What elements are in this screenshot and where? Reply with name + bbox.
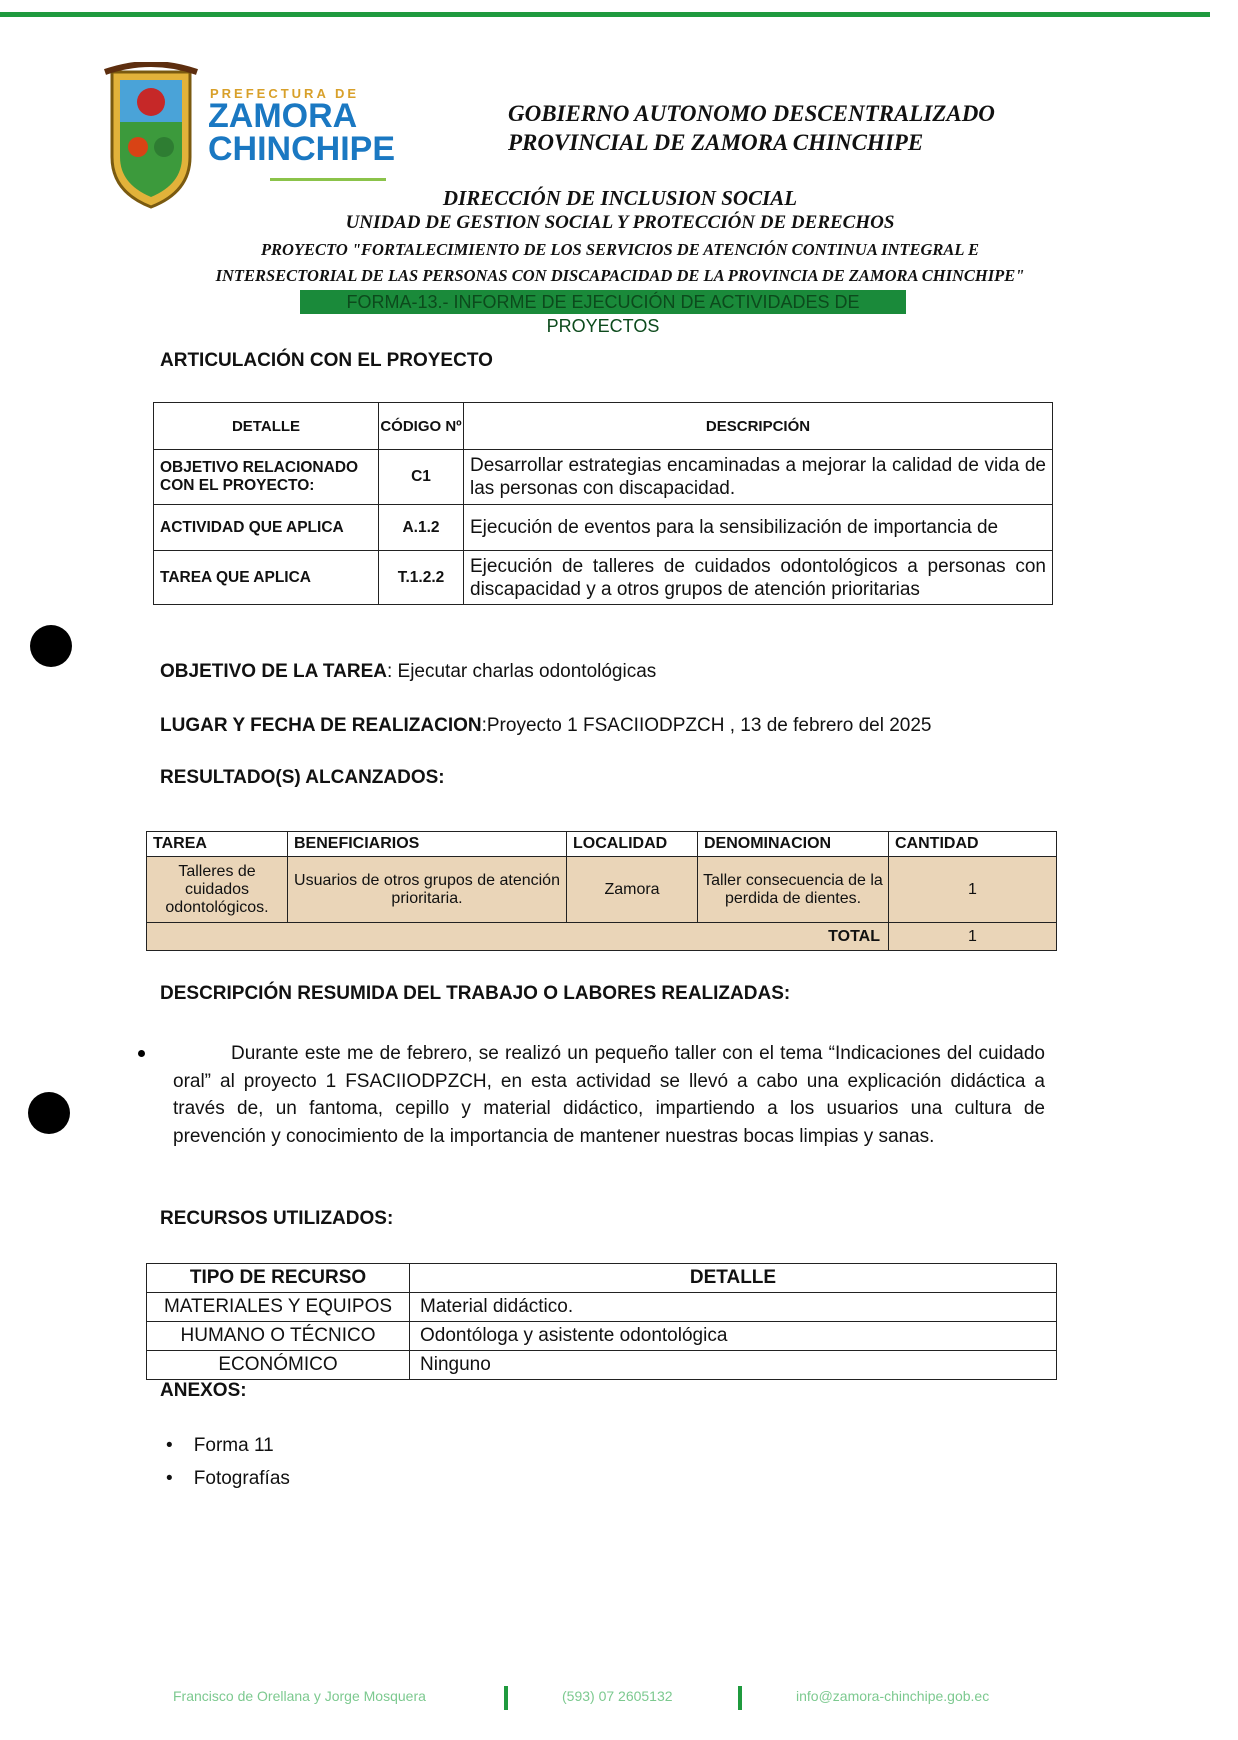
footer-phone: (593) 07 2605132 — [562, 1688, 673, 1704]
table-row: MATERIALES Y EQUIPOS Material didáctico. — [147, 1293, 1057, 1322]
table-row: Talleres de cuidados odontológicos. Usuarios de otros grupos de atención prioritaria. Zamora Taller consecuencia de la perdida de dientes. 1 — [147, 857, 1057, 923]
proyecto-heading: PROYECTO "FORTALECIMIENTO DE LOS SERVICIOS DE ATENCIÓN CONTINUA INTEGRAL E INTERSECTORIAL DE LAS PERSONAS CON DISCAPACIDAD DE LA PROVINCIA DE ZAMORA CHINCHIPE" — [215, 240, 1025, 285]
top-green-line — [0, 12, 1210, 17]
list-item: • Fotografías — [166, 1468, 290, 1489]
list-item: • Forma 11 — [166, 1435, 274, 1456]
logo-prefectura-text: PREFECTURA DE — [210, 86, 360, 101]
table-row: ECONÓMICO Ninguno — [147, 1351, 1057, 1380]
articulacion-title: ARTICULACIÓN CON EL PROYECTO — [160, 350, 493, 371]
footer-email: info@zamora-chinchipe.gob.ec — [796, 1688, 990, 1704]
table-row: TAREA QUE APLICA T.1.2.2 Ejecución de talleres de cuidados odontológicos a personas con discapacidad y a otros grupos de atención prioritarias — [154, 551, 1053, 605]
gobierno-title: GOBIERNO AUTONOMO DESCENTRALIZADO PROVINCIAL DE ZAMORA CHINCHIPE — [508, 101, 995, 155]
bullet — [138, 1050, 145, 1057]
punch-hole — [28, 1092, 70, 1134]
direccion-heading: DIRECCIÓN DE INCLUSION SOCIAL — [442, 186, 798, 210]
col-descripcion: DESCRIPCIÓN — [464, 403, 1053, 450]
anexos-title: ANEXOS: — [160, 1380, 247, 1401]
forma-label: FORMA-13.- INFORME DE EJECUCIÓN DE ACTIVIDADES DE PROYECTOS — [300, 290, 906, 314]
footer-address: Francisco de Orellana y Jorge Mosquera — [173, 1688, 426, 1704]
logo-underline — [270, 178, 386, 181]
total-row: TOTAL 1 — [147, 923, 1057, 951]
lugar-fecha: LUGAR Y FECHA DE REALIZACION:Proyecto 1 FSACIIODPZCH , 13 de febrero del 2025 — [160, 715, 932, 736]
resultados-title: RESULTADO(S) ALCANZADOS: — [160, 767, 445, 788]
articulacion-table — [153, 402, 1053, 605]
punch-hole — [30, 625, 72, 667]
descripcion-text: Durante este me de febrero, se realizó un pequeño taller con el tema “Indicaciones del cuidado oral” al proyecto 1 FSACIIODPZCH, en esta actividad se llevó a cabo una explicación didáctica a través de, un fantoma, cepillo y material didáctico, impartiendo a los usuarios una cultura de prevención y conocimiento de la importancia de mantener nuestras bocas limpias y sanas. — [173, 1043, 1045, 1147]
descripcion-title: DESCRIPCIÓN RESUMIDA DEL TRABAJO O LABORES REALIZADAS: — [160, 983, 791, 1004]
footer-divider — [504, 1686, 508, 1710]
col-detalle: DETALLE — [154, 403, 379, 450]
table-row: ACTIVIDAD QUE APLICA A.1.2 Ejecución de eventos para la sensibilización de importancia de — [154, 505, 1053, 551]
col-codigo: CÓDIGO Nº — [379, 403, 464, 450]
resultados-table: TAREA BENEFICIARIOS LOCALIDAD DENOMINACION CANTIDAD Talleres de cuidados odontológicos. Usuarios de otros grupos de atención prioritaria. Zamora Taller consecuencia de la perdida de dientes. 1 TOTAL 1 — [146, 831, 1057, 951]
recursos-table: TIPO DE RECURSO DETALLE MATERIALES Y EQUIPOS Material didáctico. HUMANO O TÉCNICO Odontóloga y asistente odontológica ECONÓMICO Ninguno — [146, 1263, 1057, 1380]
logo-zamora-text: ZAMORA CHINCHIPE — [208, 97, 396, 168]
unidad-heading: UNIDAD DE GESTION SOCIAL Y PROTECCIÓN DE DERECHOS — [345, 212, 895, 233]
recursos-title: RECURSOS UTILIZADOS: — [160, 1208, 394, 1229]
footer-divider — [738, 1686, 742, 1710]
objetivo-tarea: OBJETIVO DE LA TAREA: Ejecutar charlas odontológicas — [160, 661, 657, 682]
table-row: OBJETIVO RELACIONADO CON EL PROYECTO: C1 Desarrollar estrategias encaminadas a mejorar la calidad de vida de las personas con discapacidad. — [154, 450, 1053, 505]
table-row: HUMANO O TÉCNICO Odontóloga y asistente odontológica — [147, 1322, 1057, 1351]
